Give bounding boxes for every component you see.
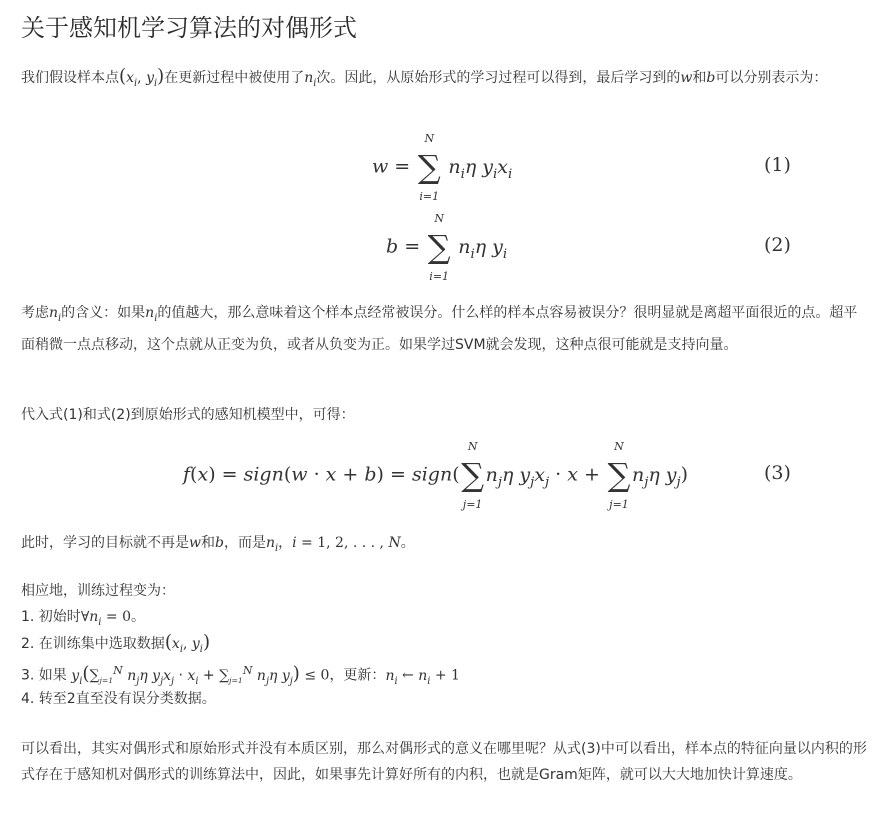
intro-text-3: 次。因此，从原始形式的学习过程可以得到，最后学习到的 [316, 70, 681, 86]
intro-text-4: 和 [692, 70, 707, 86]
equation-1-number: (1) [764, 154, 791, 176]
goal-text-2: 和 [200, 535, 215, 551]
steps-intro: 相应地，训练过程变为： [21, 583, 175, 599]
meaning-text-2: 的含义：如果 [61, 305, 146, 321]
goal-text-1: 此时，学习的目标就不再是 [21, 535, 189, 551]
substitute-paragraph: 代入式(1)和式(2)到原始形式的感知机模型中，可得： [21, 407, 355, 423]
goal-text-4: ， [278, 535, 293, 551]
step-2: 2. 在训练集中选取数据($x_i$, $y_i$) [21, 632, 211, 655]
equation-1: w = N ∑ i=1 $n_i\eta$ $y_ix_i$ [372, 132, 513, 203]
intro-text-5: 可以分别表示为： [715, 70, 828, 86]
step-2-text: 2. 在训练集中选取数据 [21, 636, 165, 652]
equation-2: b = N ∑ i=1 $n_i\eta$ $y_i$ [386, 212, 508, 283]
step-1: 1. 初始时$\forall n_i = 0$。 [21, 609, 145, 628]
intro-text-1: 我们假设样本点 [21, 70, 119, 86]
conclusion-paragraph: 可以看出，其实对偶形式和原始形式并没有本质区别，那么对偶形式的意义在哪里呢？从式(3)中可以看出，样本点的特征向量以内积的形式存在于感知机对偶形式的训练算法中，因此，如果事先计算好所有的内积，也就是Gram矩阵，就可以大大地加快计算速度。 [21, 741, 867, 783]
step-4: 4. 转至2直至没有误分类数据。 [21, 691, 216, 707]
step-3: 3. 如果 $y_i(\sum_{j=1}^N$ $n_j\eta$ $y_jx_j \cdot x_i + \sum_{j=1}^N$ $n_j\eta$ $y_j) \le 0$，更新：$n_i$ ← $n_i + 1$ [21, 663, 460, 687]
intro-text-2: 在更新过程中被使用了 [164, 70, 305, 86]
step-1-text: 1. 初始时 [21, 609, 81, 625]
step-3-text-2: ，更新： [329, 667, 386, 684]
intro-paragraph: 我们假设样本点($x_i$, $y_i$)在更新过程中被使用了$n_i$次。因此，从原始形式的学习过程可以得到，最后学习到的w和b可以分别表示为： [21, 66, 828, 89]
meaning-paragraph: 考虑$n_i$的含义：如果$n_i$的值越大，那么意味着这个样本点经常被误分。什么样的样本点容易被误分？很明显就是离超平面很近的点。超平面稍微一点点移动，这个点就从正变为负，或者从负变为正。如果学过SVM就会发现，这种点很可能就是支持向量。 [21, 305, 858, 353]
goal-paragraph: 此时，学习的目标就不再是w和b，而是$n_i$，i = 1, 2, . . . , N。 [21, 535, 415, 554]
goal-text-3: ，而是 [223, 535, 266, 551]
equation-2-number: (2) [764, 234, 791, 256]
equation-3-number: (3) [764, 462, 791, 484]
page-title: 关于感知机学习算法的对偶形式 [21, 14, 357, 42]
meaning-text-3: 的值越大，那么意味着这个样本点经常被误分。什么样的样本点容易被误分？很明显就是离超平面很近的点。超平面稍微一点点移动，这个点就从正变为负，或者从负变为正。如果学过SVM就会发现，这种点很可能就是支持向量。 [21, 305, 858, 353]
meaning-text-1: 考虑 [21, 305, 49, 321]
step-3-text-1: 3. 如果 [21, 667, 67, 684]
equation-3: f(x) = sign(w · x + b) = sign( N ∑ j=1 $n_j\eta$ $y_jx_j \cdot x$ + N ∑ j=1 $n_j\eta$ $y_j$) [183, 440, 689, 511]
